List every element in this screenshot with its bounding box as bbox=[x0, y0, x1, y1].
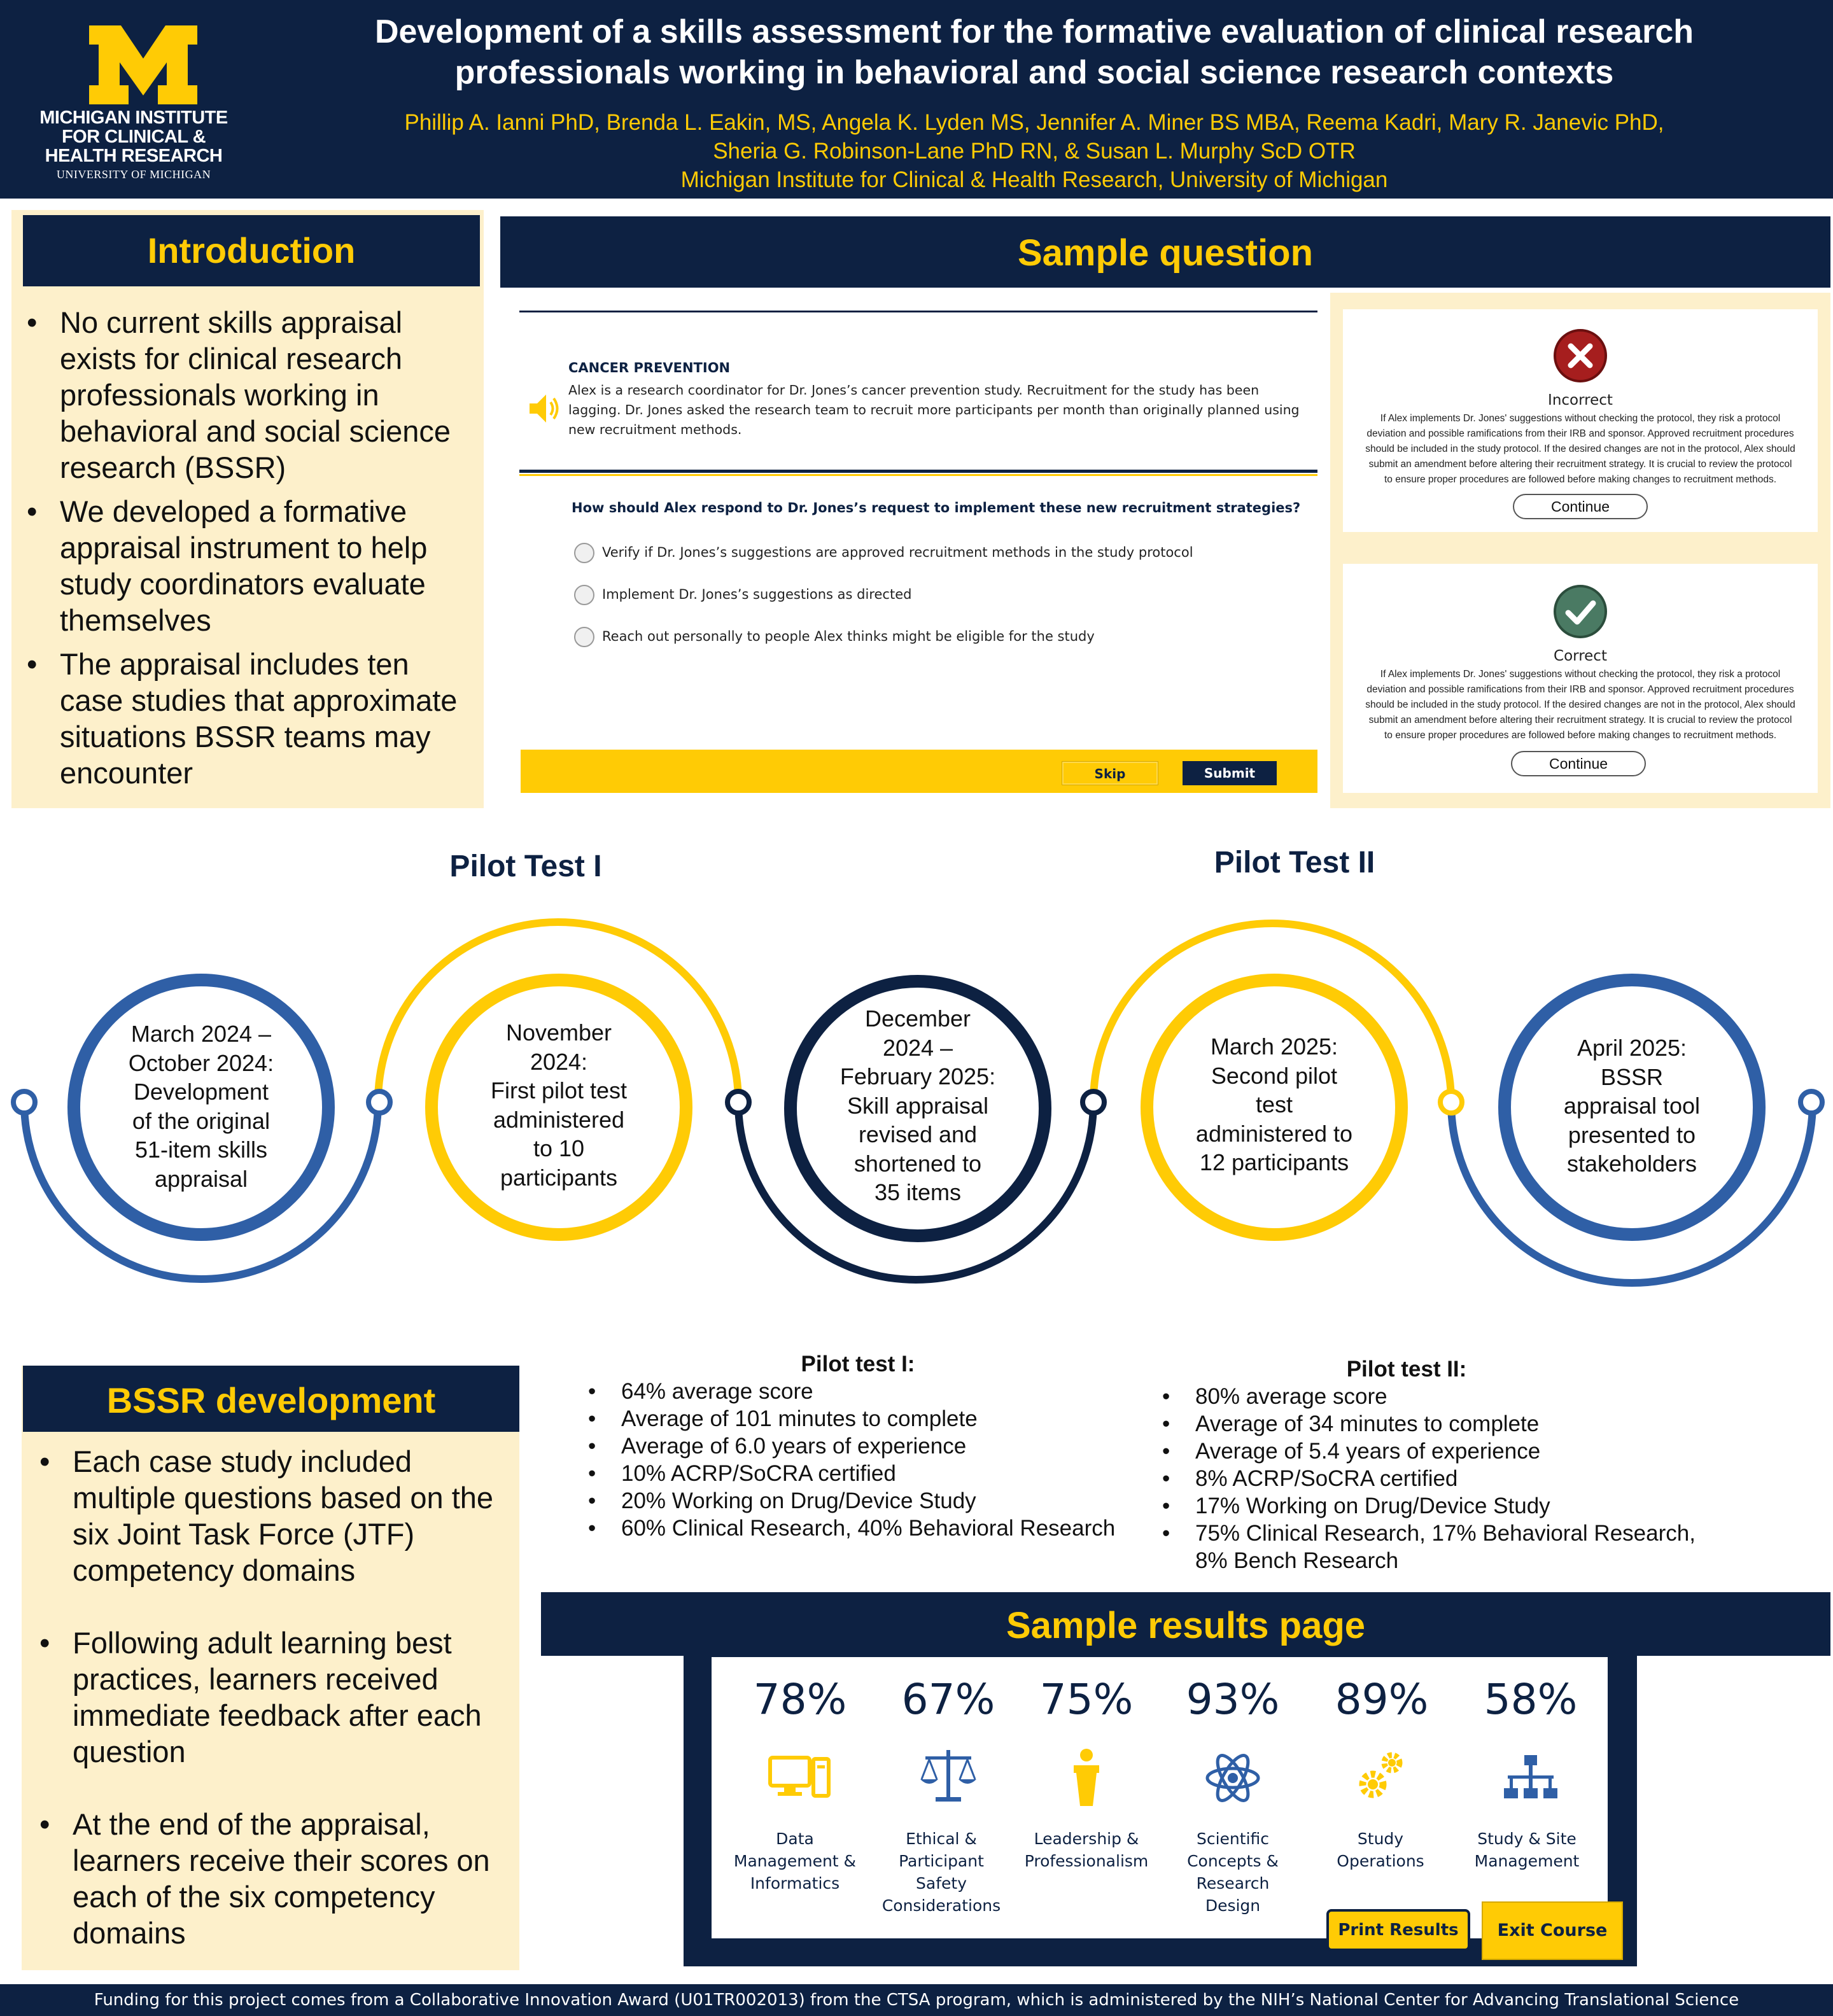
question-divider-yellow bbox=[519, 474, 1317, 476]
author-list bbox=[318, 108, 1750, 194]
step4-line3: test bbox=[1255, 1091, 1293, 1117]
incorrect-line-4: submit an amendment before altering their recruitment strategy. It is crucial to review the protocol bbox=[1368, 459, 1792, 470]
pilot-test-1-heading: Pilot Test I bbox=[449, 850, 602, 883]
domain3-line1: Leadership & bbox=[1034, 1830, 1139, 1848]
pilot1-stat-4: • 10% ACRP/SoCRA certified bbox=[584, 1460, 1144, 1487]
poster-title-line2: professionals working in behavioral and social science research contexts bbox=[454, 54, 1614, 91]
domain1-line1: Data bbox=[776, 1830, 814, 1848]
pilot2-stat-5: • 17% Working on Drug/Device Study bbox=[1158, 1492, 1718, 1520]
pilot2-stat-3: • Average of 5.4 years of experience bbox=[1158, 1438, 1718, 1465]
step2-line1: November bbox=[505, 1019, 612, 1046]
domain5-line1: Study bbox=[1357, 1830, 1404, 1848]
bssr-bullet-2: • Following adult learning best practices, learners received immediate feedback after each question bbox=[36, 1625, 512, 1770]
intro-bullet-1: • No current skills appraisal exists for clinical research professionals working in behavioral and social science research (BSSR) bbox=[23, 304, 468, 486]
domain2-line2: Participant bbox=[899, 1852, 984, 1870]
submit-button[interactable]: Submit bbox=[1183, 761, 1277, 785]
domain2-line3: Safety bbox=[916, 1874, 967, 1893]
timeline-step-3 bbox=[816, 1004, 1020, 1207]
step5-line2: BSSR bbox=[1600, 1063, 1664, 1090]
incorrect-line-5: to ensure proper procedures are followed before making changes to recruitment methods. bbox=[1384, 474, 1777, 485]
pilot2-stat-1: • 80% average score bbox=[1158, 1383, 1718, 1410]
domain4-line4: Design bbox=[1205, 1896, 1261, 1915]
timeline-step-2 bbox=[457, 1018, 661, 1192]
answer-radio-3[interactable] bbox=[574, 627, 594, 647]
logo-text-university: UNIVERSITY OF MICHIGAN bbox=[56, 168, 211, 181]
domain-label-study-site bbox=[1454, 1828, 1600, 1872]
score-leadership: 75% bbox=[1039, 1675, 1134, 1724]
timeline-node-1 bbox=[13, 1091, 35, 1113]
introduction-heading: Introduction bbox=[23, 215, 480, 286]
skip-button[interactable]: Skip bbox=[1062, 761, 1158, 785]
step2-line6: participants bbox=[500, 1164, 618, 1191]
question-scenario bbox=[568, 381, 1300, 440]
domain6-line1: Study & Site bbox=[1477, 1830, 1577, 1848]
domain-label-leadership bbox=[1013, 1828, 1160, 1872]
intro-bullet-3: • The appraisal includes ten case studies that approximate situations BSSR teams may encounter bbox=[23, 646, 468, 791]
domain4-line3: Research bbox=[1196, 1874, 1270, 1893]
incorrect-line-3: should be included in the study protocol. If the desired changes are not in the protocol, Alex should bbox=[1365, 444, 1795, 454]
step2-line3: First pilot test bbox=[490, 1077, 628, 1103]
incorrect-continue-button[interactable]: Continue bbox=[1513, 494, 1648, 519]
affiliation: Michigan Institute for Clinical & Health Research, University of Michigan bbox=[680, 167, 1388, 192]
pilot1-stat-6: • 60% Clinical Research, 40% Behavioral Research bbox=[584, 1515, 1144, 1542]
correct-status: Correct bbox=[1554, 648, 1607, 664]
step1-line2: October 2024: bbox=[128, 1049, 274, 1076]
org-chart-icon bbox=[1499, 1746, 1563, 1810]
domain3-line2: Professionalism bbox=[1024, 1852, 1149, 1870]
scenario-line1: Alex is a research coordinator for Dr. Jones’s cancer prevention study. Recruitment for the study has been bbox=[568, 382, 1260, 398]
intro-bullet-2: • We developed a formative appraisal instrument to help study coordinators evaluate themselves bbox=[23, 493, 468, 638]
podium-icon bbox=[1055, 1746, 1118, 1810]
timeline-node-4 bbox=[1083, 1091, 1104, 1113]
domain2-line4: Considerations bbox=[881, 1896, 1001, 1915]
answer-radio-2[interactable] bbox=[574, 585, 594, 605]
step2-line5: to 10 bbox=[533, 1135, 585, 1161]
score-scientific: 93% bbox=[1186, 1675, 1280, 1724]
pilot1-stat-3: • Average of 6.0 years of experience bbox=[584, 1432, 1144, 1460]
logo-text-line2: FOR CLINICAL & bbox=[61, 127, 206, 147]
block-m-logo bbox=[89, 25, 197, 104]
answer-option-3: Reach out personally to people Alex thinks might be eligible for the study bbox=[602, 629, 1095, 644]
scales-icon bbox=[916, 1744, 980, 1807]
timeline-step-5 bbox=[1530, 1033, 1734, 1179]
domain-label-ethical bbox=[868, 1828, 1015, 1917]
step1-line4: of the original bbox=[132, 1107, 270, 1134]
pilot-test-1-results bbox=[584, 1350, 1144, 1542]
bssr-bullet-3: • At the end of the appraisal, learners receive their scores on each of the six competency domains bbox=[36, 1806, 512, 1951]
answer-option-1: Verify if Dr. Jones’s suggestions are approved recruitment methods in the study protocol bbox=[602, 545, 1193, 560]
step3-line1: December bbox=[864, 1005, 971, 1032]
score-ethical: 67% bbox=[901, 1675, 995, 1724]
correct-line-5: to ensure proper procedures are followed before making changes to recruitment methods. bbox=[1384, 730, 1777, 741]
timeline-step-1 bbox=[99, 1019, 303, 1193]
scenario-line3: new recruitment methods. bbox=[568, 422, 742, 437]
step1-line6: appraisal bbox=[154, 1165, 248, 1192]
bssr-bullet-1: • Each case study included multiple questions based on the six Joint Task Force (JTF) competency domains bbox=[36, 1443, 512, 1588]
pilot-test-2-results-heading: Pilot test II: bbox=[1346, 1357, 1467, 1382]
sample-question-heading: Sample question bbox=[500, 216, 1830, 288]
domain4-line2: Concepts & bbox=[1187, 1852, 1279, 1870]
step3-line2: 2024 – bbox=[882, 1034, 953, 1061]
timeline-node-5 bbox=[1440, 1091, 1462, 1113]
poster-title-line1: Development of a skills assessment for the formative evaluation of clinical research bbox=[374, 13, 1694, 50]
step3-line5: revised and bbox=[858, 1121, 978, 1147]
step1-line1: March 2024 – bbox=[130, 1021, 272, 1047]
pilot1-stat-5: • 20% Working on Drug/Device Study bbox=[584, 1487, 1144, 1515]
domain4-line1: Scientific bbox=[1196, 1830, 1270, 1848]
funding-footer: Funding for this project comes from a Collaborative Innovation Award (U01TR002013) from the CTSA program, which is administered by the NIH’s National Center for Advancing Translational Science bbox=[0, 1984, 1833, 2016]
pilot1-stat-2: • Average of 101 minutes to complete bbox=[584, 1405, 1144, 1432]
step4-line4: administered to bbox=[1195, 1120, 1353, 1147]
step5-line5: stakeholders bbox=[1566, 1151, 1697, 1177]
step3-line7: 35 items bbox=[874, 1179, 962, 1205]
correct-continue-button[interactable]: Continue bbox=[1511, 751, 1646, 776]
correct-line-2: deviation and possible ramifications from their IRB and sponsor. Approved recruitment procedures bbox=[1366, 684, 1794, 695]
step5-line3: appraisal tool bbox=[1563, 1093, 1701, 1119]
atom-icon bbox=[1201, 1746, 1265, 1810]
step4-line5: 12 participants bbox=[1199, 1149, 1349, 1175]
answer-radio-1[interactable] bbox=[574, 543, 594, 563]
poster-header bbox=[0, 0, 1833, 199]
audio-speaker-icon[interactable] bbox=[527, 391, 563, 426]
incorrect-explanation bbox=[1352, 411, 1809, 487]
feedback-card-incorrect bbox=[1343, 309, 1818, 532]
question-divider-navy bbox=[519, 470, 1317, 473]
timeline-node-6 bbox=[1801, 1091, 1822, 1113]
domain6-line2: Management bbox=[1474, 1852, 1580, 1870]
incorrect-line-2: deviation and possible ramifications from their IRB and sponsor. Approved recruitment procedures bbox=[1366, 428, 1794, 439]
print-results-button[interactable]: Print Results bbox=[1326, 1909, 1470, 1951]
pilot-test-2-results bbox=[1158, 1355, 1718, 1574]
incorrect-line-1: If Alex implements Dr. Jones' suggestions without checking the protocol, they risk a protocol bbox=[1380, 413, 1781, 424]
step5-line1: April 2025: bbox=[1577, 1035, 1687, 1061]
step2-line4: administered bbox=[493, 1106, 625, 1133]
question-prompt: How should Alex respond to Dr. Jones’s request to implement these new recruitment strategies? bbox=[572, 500, 1301, 515]
question-category: CANCER PREVENTION bbox=[568, 360, 731, 375]
incorrect-x-icon bbox=[1553, 328, 1608, 383]
scenario-line2: lagging. Dr. Jones asked the research team to recruit more participants per month than originally planned using bbox=[568, 402, 1300, 417]
authors-line1: Phillip A. Ianni PhD, Brenda L. Eakin, MS, Angela K. Lyden MS, Jennifer A. Miner BS MBA, Reema Kadri, Mary R. Janevic PhD, bbox=[404, 110, 1664, 135]
introduction-bullets bbox=[23, 304, 468, 791]
step3-line3: February 2025: bbox=[839, 1063, 996, 1089]
pilot2-stat-4: • 8% ACRP/SoCRA certified bbox=[1158, 1465, 1718, 1492]
step2-line2: 2024: bbox=[530, 1048, 588, 1075]
step3-line4: Skill appraisal bbox=[846, 1092, 989, 1119]
question-top-rule bbox=[519, 311, 1317, 312]
answer-option-2: Implement Dr. Jones’s suggestions as directed bbox=[602, 587, 912, 602]
domain1-line3: Informatics bbox=[750, 1874, 840, 1893]
timeline-step-4 bbox=[1172, 1032, 1376, 1177]
pilot-test-1-results-heading: Pilot test I: bbox=[801, 1352, 915, 1376]
step1-line3: Development bbox=[133, 1079, 269, 1105]
score-study-operations: 89% bbox=[1335, 1675, 1429, 1724]
logo-text-line1: MICHIGAN INSTITUTE bbox=[39, 108, 228, 128]
correct-check-icon bbox=[1553, 584, 1608, 639]
bssr-bullets bbox=[36, 1443, 512, 1951]
bssr-heading: BSSR development bbox=[23, 1366, 519, 1432]
step4-line1: March 2025: bbox=[1210, 1033, 1338, 1060]
authors-line2: Sheria G. Robinson-Lane PhD RN, & Susan L. Murphy ScD OTR bbox=[713, 139, 1356, 164]
logo-text-line3: HEALTH RESEARCH bbox=[45, 146, 223, 166]
step1-line5: 51-item skills bbox=[134, 1137, 268, 1163]
correct-line-3: should be included in the study protocol. If the desired changes are not in the protocol, Alex should bbox=[1365, 699, 1795, 710]
feedback-card-correct bbox=[1343, 564, 1818, 793]
gears-icon bbox=[1350, 1744, 1414, 1807]
pilot-test-2-heading: Pilot Test II bbox=[1214, 846, 1375, 879]
step3-line6: shortened to bbox=[853, 1150, 982, 1177]
step4-line2: Second pilot bbox=[1211, 1062, 1338, 1089]
correct-explanation bbox=[1352, 667, 1809, 743]
domain-label-scientific bbox=[1160, 1828, 1306, 1917]
correct-line-1: If Alex implements Dr. Jones' suggestions without checking the protocol, they risk a protocol bbox=[1380, 669, 1781, 680]
domain1-line2: Management & bbox=[733, 1852, 857, 1870]
score-study-site: 58% bbox=[1484, 1675, 1578, 1724]
pilot1-stat-1: • 64% average score bbox=[584, 1378, 1144, 1405]
domain2-line1: Ethical & bbox=[906, 1830, 977, 1848]
computer-icon bbox=[768, 1746, 831, 1810]
exit-course-button[interactable]: Exit Course bbox=[1482, 1901, 1623, 1960]
domain-label-data-management bbox=[722, 1828, 868, 1894]
pilot2-stat-6: • 75% Clinical Research, 17% Behavioral Research, 8% Bench Research bbox=[1158, 1520, 1706, 1574]
step5-line4: presented to bbox=[1568, 1121, 1696, 1148]
timeline-node-3 bbox=[727, 1091, 749, 1113]
domain-label-study-operations bbox=[1307, 1828, 1454, 1872]
timeline-node-2 bbox=[369, 1091, 390, 1113]
domain5-line2: Operations bbox=[1337, 1852, 1424, 1870]
correct-line-4: submit an amendment before altering their recruitment strategy. It is crucial to review the protocol bbox=[1368, 715, 1792, 725]
incorrect-status: Incorrect bbox=[1548, 392, 1613, 409]
pilot2-stat-2: • Average of 34 minutes to complete bbox=[1158, 1410, 1718, 1438]
score-data-management: 78% bbox=[753, 1675, 847, 1724]
sample-results-heading: Sample results page bbox=[541, 1592, 1830, 1656]
poster-title bbox=[318, 11, 1750, 93]
